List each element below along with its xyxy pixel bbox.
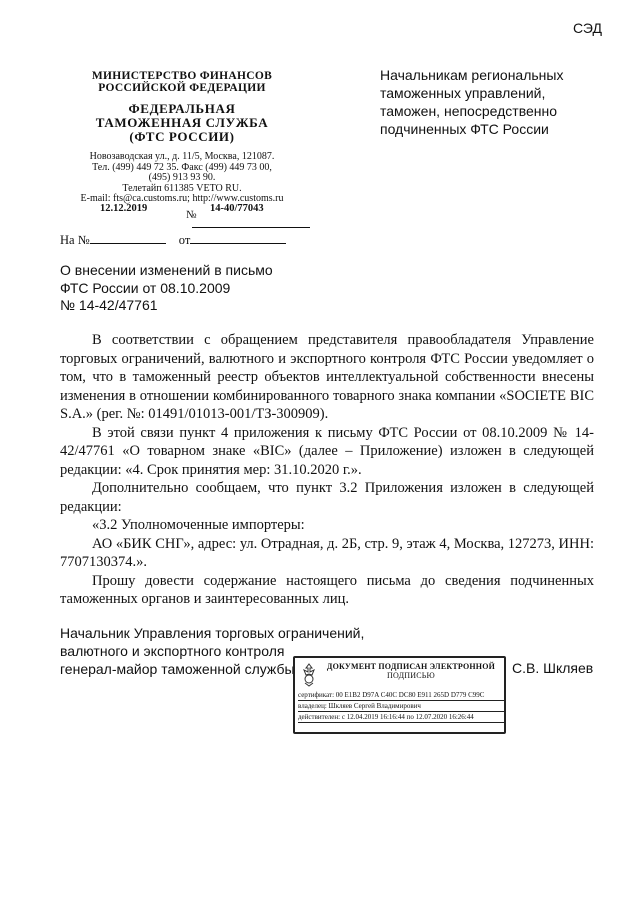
document-system-mark: СЭД xyxy=(572,20,602,36)
stamp-details xyxy=(298,690,504,723)
subject-line-2: ФТС России от 08.10.2009 xyxy=(60,279,231,296)
signer-position-2: валютного и экспортного контроля xyxy=(60,643,285,659)
reference-row xyxy=(60,233,286,248)
paragraph-6: Прошу довести содержание настоящего письма до сведения подчиненных таможенных органов и заинтересованных лиц. xyxy=(60,572,594,607)
recipient-line-4: подчиненных ФТС России xyxy=(380,121,549,137)
letterhead xyxy=(56,70,308,205)
stamp-title-line-2: ПОДПИСЬЮ xyxy=(387,671,435,680)
stamp-title-line-1: ДОКУМЕНТ ПОДПИСАН ЭЛЕКТРОННОЙ xyxy=(326,662,496,671)
subject-block xyxy=(60,262,360,315)
service-line-1: ФЕДЕРАЛЬНАЯ xyxy=(128,101,236,116)
subject-line-1: О внесении изменений в письмо xyxy=(60,262,273,278)
registration-number: 14-40/77043 xyxy=(210,203,264,214)
recipient-line-3: таможен, непосредственно xyxy=(380,103,558,119)
paragraph-5: АО «БИК СНГ», адрес: ул. Отрадная, д. 2Б, стр. 9, этаж 4, Москва, 127273, ИНН: 7707130374.». xyxy=(60,535,594,570)
address-line-4: Телетайп 611385 VETO RU. xyxy=(122,182,242,194)
ot-label: от xyxy=(178,233,191,247)
recipient-block xyxy=(380,66,610,138)
address-line-3: (495) 913 93 90. xyxy=(148,172,216,183)
stamp-certificate: сертификат: 00 E1B2 D97A C40C DC80 E911 265D D779 C99C xyxy=(298,690,504,701)
number-underline xyxy=(192,227,310,228)
signer-name: С.В. Шкляев xyxy=(512,660,594,676)
paragraph-4: «3.2 Уполномоченные импортеры: xyxy=(92,517,305,533)
paragraph-2: В этой связи пункт 4 приложения к письму ФТС России от 08.10.2009 № 14-42/47761 «О товарном знаке «BIC» (далее – Приложение) изложен в следующей редакции: «4. Срок принятия мер: 31.10.2020 г.». xyxy=(60,424,594,478)
ot-blank-line xyxy=(190,233,286,244)
ministry-line-2: РОССИЙСКОЙ ФЕДЕРАЦИИ xyxy=(98,82,266,94)
registration-date: 12.12.2019 xyxy=(100,203,148,214)
recipient-line-2: таможенных управлений, xyxy=(380,85,546,101)
paragraph-1: В соответствии с обращением представителя правообладателя Управление торговых ограничений, валютного и экспортного контроля ФТС России уведомляет о том, что в таможенный реестр объектов интеллектуальной собственности внесены изменения в отношении комбинированного товарного знака компании «SOCIETE BIC S.A.» (рег. №: 01491/01013-001/ТЗ-300909). xyxy=(60,332,594,422)
address-line-1: Новозаводская ул., д. 11/5, Москва, 121087. xyxy=(89,151,275,162)
number-sign: № xyxy=(186,209,197,221)
service-line-3: (ФТС РОССИИ) xyxy=(129,129,235,144)
na-label: На № xyxy=(60,233,90,247)
stamp-title xyxy=(317,662,505,680)
signer-position-1: Начальник Управления торговых ограничений, xyxy=(60,625,365,641)
electronic-signature-stamp xyxy=(293,656,506,734)
subject-line-3: № 14-42/47761 xyxy=(60,297,158,313)
service-line-2: ТАМОЖЕННАЯ СЛУЖБА xyxy=(95,115,269,130)
na-blank-line xyxy=(90,233,166,244)
address-line-5: E-mail: fts@ca.customs.ru; http://www.customs.ru xyxy=(80,193,284,204)
ministry-line-1: МИНИСТЕРСТВО ФИНАНСОВ xyxy=(91,70,273,82)
stamp-owner: владелец: Шкляев Сергей Владимирович xyxy=(298,701,504,712)
recipient-line-1: Начальникам региональных xyxy=(380,67,564,83)
stamp-validity: действителен: с 12.04.2019 16:16:44 по 12.07.2020 16:26:44 xyxy=(298,712,504,723)
letter-body xyxy=(60,331,594,609)
address-line-2: Тел. (499) 449 72 35. Факс (499) 449 73 00, xyxy=(92,161,272,173)
signer-rank: генерал-майор таможенной службы xyxy=(60,661,295,677)
paragraph-3: Дополнительно сообщаем, что пункт 3.2 Приложения изложен в следующей редакции: xyxy=(60,480,594,515)
emblem-icon xyxy=(299,661,319,687)
registration-row xyxy=(60,203,310,229)
